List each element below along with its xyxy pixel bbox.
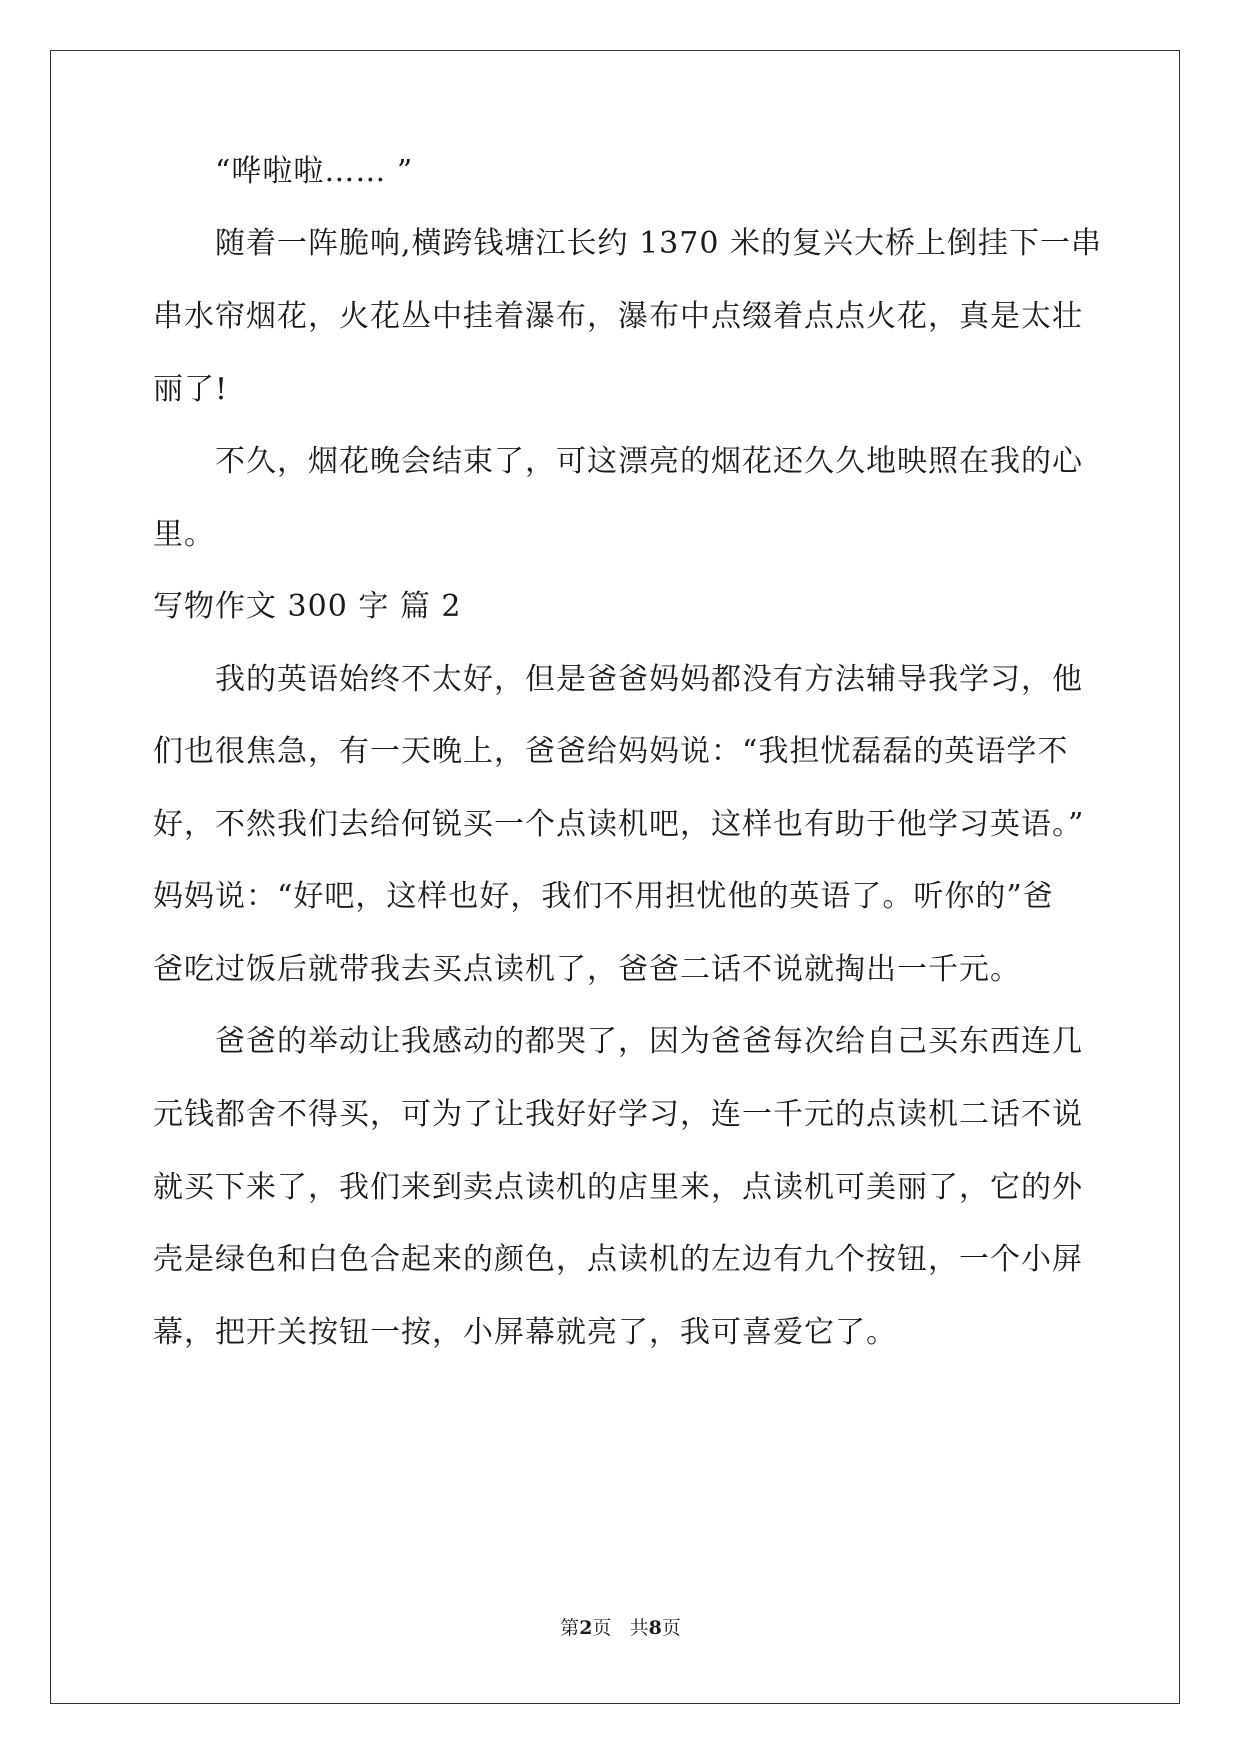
text-line: 就买下来了，我们来到卖点读机的店里来，点读机可美丽了，它的外: [153, 1170, 1083, 1205]
text-line: 元钱都舍不得买，可为了让我好好学习，连一千元的点读机二话不说: [153, 1097, 1083, 1132]
text-line: 随着一阵脆响,横跨钱塘江长约 1370 米的复兴大桥上倒挂下一串: [215, 226, 1102, 261]
text-line: 爸吃过饭后就带我去买点读机了，爸爸二话不说就掏出一千元。: [153, 952, 1021, 987]
section-heading: 写物作文 300 字 篇 2: [153, 589, 462, 624]
text-line: 丽了!: [153, 372, 229, 407]
total-page-number: 8: [648, 1617, 662, 1639]
footer-total-suffix: 页: [661, 1617, 681, 1639]
footer-prefix: 第: [560, 1617, 580, 1639]
text-line: 串水帘烟花，火花丛中挂着瀑布，瀑布中点缀着点点火花，真是太壮: [153, 299, 1083, 334]
footer-page-suffix: 页: [592, 1617, 612, 1639]
text-line: 里。: [153, 517, 215, 552]
current-page-number: 2: [579, 1617, 593, 1639]
text-line: 我的英语始终不太好，但是爸爸妈妈都没有方法辅导我学习，他: [215, 662, 1083, 697]
text-line: “哗啦啦…… ”: [215, 154, 414, 189]
text-line: 好，不然我们去给何锐买一个点读机吧，这样也有助于他学习英语。”: [153, 807, 1085, 842]
page-footer: [0, 1616, 1241, 1640]
text-line: 爸爸的举动让我感动的都哭了，因为爸爸每次给自己买东西连几: [215, 1024, 1083, 1059]
footer-total-prefix: 共: [629, 1617, 649, 1639]
text-line: 壳是绿色和白色合起来的颜色，点读机的左边有九个按钮，一个小屏: [153, 1242, 1083, 1277]
text-line: 幕，把开关按钮一按，小屏幕就亮了，我可喜爱它了。: [153, 1315, 897, 1350]
text-line: 们也很焦急，有一天晚上，爸爸给妈妈说：“我担忧磊磊的英语学不: [153, 734, 1069, 769]
text-line: 妈妈说：“好吧，这样也好，我们不用担忧他的英语了。听你的”爸: [153, 879, 1054, 914]
text-line: 不久，烟花晚会结束了，可这漂亮的烟花还久久地映照在我的心: [215, 444, 1083, 479]
